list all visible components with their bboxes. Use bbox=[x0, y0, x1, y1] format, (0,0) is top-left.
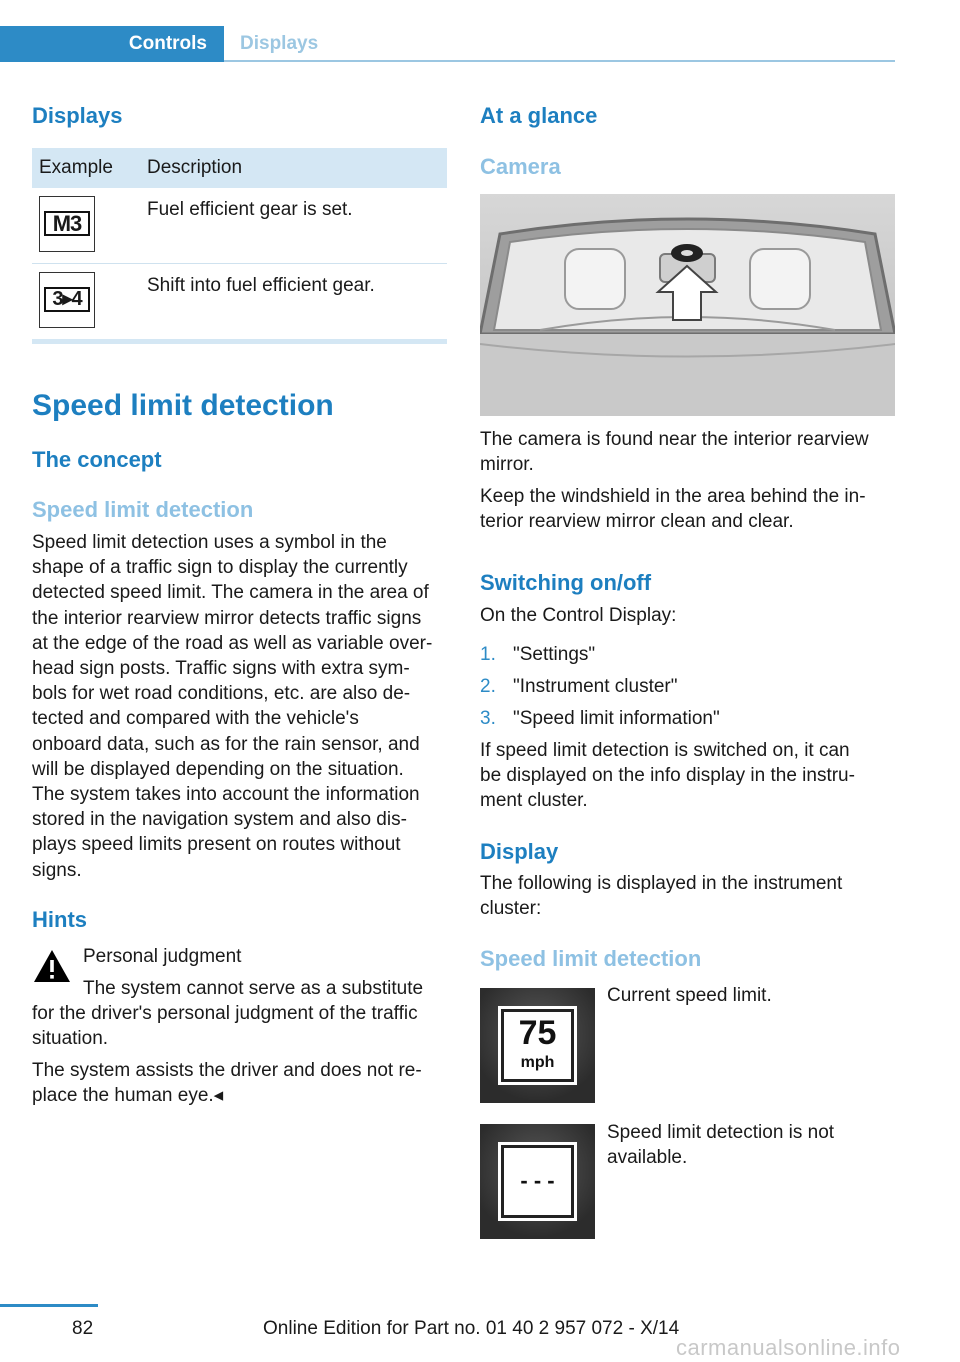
tab-displays[interactable]: Displays bbox=[240, 33, 319, 54]
text-line: will be displayed depending on the situation. bbox=[32, 758, 404, 780]
steps-list bbox=[480, 642, 900, 738]
text-line: available. bbox=[607, 1147, 688, 1169]
warning-line-1: The system cannot serve as a substitute bbox=[83, 978, 424, 999]
displays-heading: Displays bbox=[32, 103, 123, 128]
camera-location-illustration bbox=[480, 194, 895, 416]
text-line: Speed limit detection uses a symbol in the bbox=[32, 532, 387, 553]
switch-after-paragraph bbox=[480, 738, 900, 814]
col-description: Description bbox=[147, 157, 243, 178]
table-bottom-rule bbox=[32, 339, 447, 344]
edition-text: Online Edition for Part no. 01 40 2 957 072 - X/14 bbox=[263, 1318, 680, 1339]
warning-icon bbox=[32, 948, 72, 984]
current-speed-text: Current speed limit. bbox=[607, 985, 772, 1006]
text-line: The system assists the driver and does not re‐ bbox=[32, 1060, 422, 1081]
text-line: signs. bbox=[32, 859, 82, 881]
assist-paragraph bbox=[32, 1058, 452, 1108]
watermark-text: carmanualsonline.info bbox=[676, 1335, 901, 1360]
warning-title: Personal judgment bbox=[83, 946, 242, 967]
text-line: be displayed on the info display in the instru‐ bbox=[480, 765, 855, 787]
speed-limit-unavailable-display bbox=[480, 1124, 595, 1239]
step-item bbox=[480, 642, 900, 674]
shift-3-4-label: 3▸4 bbox=[44, 287, 90, 312]
concept-paragraph bbox=[32, 530, 452, 883]
step-number: 2. bbox=[480, 676, 496, 697]
step-number: 3. bbox=[480, 708, 496, 729]
speed-unit: mph bbox=[520, 1054, 555, 1071]
speed-value: 75 bbox=[518, 1014, 557, 1052]
step-text: "Settings" bbox=[513, 644, 596, 665]
table-row-1-description: Fuel efficient gear is set. bbox=[147, 199, 353, 220]
text-line: ment cluster. bbox=[480, 790, 588, 812]
text-line: detected speed limit. The camera in the area of bbox=[32, 582, 429, 604]
not-available-paragraph bbox=[607, 1120, 897, 1170]
step-item bbox=[480, 674, 900, 706]
sld-heading: Speed limit detection bbox=[480, 946, 702, 971]
text-line: mirror. bbox=[480, 454, 534, 476]
col-example: Example bbox=[39, 157, 113, 178]
switch-intro: On the Control Display: bbox=[480, 605, 677, 626]
speed-limit-75-display bbox=[480, 988, 595, 1103]
warning-line-2: for the driver's personal judgment of the traffic bbox=[32, 1003, 418, 1024]
glance-heading: At a glance bbox=[480, 103, 598, 128]
text-line: If speed limit detection is switched on, it can bbox=[480, 740, 850, 761]
display-heading: Display bbox=[480, 839, 559, 864]
text-line: bols for wet road conditions, etc. are also de‐ bbox=[32, 683, 411, 705]
step-item bbox=[480, 706, 900, 738]
text-line: tected and compared with the vehicle's bbox=[32, 708, 359, 730]
shift-3-4-icon bbox=[39, 272, 95, 328]
warning-line-3: situation. bbox=[32, 1028, 109, 1049]
step-number: 1. bbox=[480, 644, 496, 665]
gear-m3-icon bbox=[39, 196, 95, 252]
text-line: plays speed limits present on routes without bbox=[32, 834, 401, 856]
text-line: terior rearview mirror clean and clear. bbox=[480, 511, 794, 533]
step-text: "Instrument cluster" bbox=[513, 676, 678, 697]
tab-controls[interactable]: Controls bbox=[0, 26, 224, 62]
page-number: 82 bbox=[72, 1318, 94, 1339]
windshield-paragraph bbox=[480, 484, 900, 534]
text-line: onboard data, such as for the rain sensor, and bbox=[32, 733, 420, 755]
display-paragraph bbox=[480, 871, 900, 921]
gear-m3-label: M3 bbox=[44, 211, 90, 236]
table-header bbox=[32, 148, 447, 188]
text-line: Keep the windshield in the area behind the in‐ bbox=[480, 486, 866, 507]
table-row-2-description: Shift into fuel efficient gear. bbox=[147, 275, 375, 296]
concept-heading: The concept bbox=[32, 447, 162, 472]
text-line: the interior rearview mirror detects traffic signs bbox=[32, 607, 422, 629]
table-row-divider bbox=[32, 263, 447, 264]
section-title: Speed limit detection bbox=[32, 389, 334, 422]
text-line: The system takes into account the information bbox=[32, 784, 420, 806]
hints-heading: Hints bbox=[32, 907, 87, 932]
camera-paragraph bbox=[480, 427, 900, 477]
text-line: stored in the navigation system and also dis‐ bbox=[32, 809, 407, 831]
footer-rule bbox=[0, 1304, 98, 1307]
text-line: The camera is found near the interior rearview bbox=[480, 429, 869, 450]
text-line: at the edge of the road as well as variable over‐ bbox=[32, 632, 433, 654]
text-line: cluster: bbox=[480, 898, 542, 920]
text-line: The following is displayed in the instrument bbox=[480, 873, 843, 894]
header-rule bbox=[224, 60, 895, 62]
text-line: Speed limit detection is not bbox=[607, 1122, 835, 1143]
text-line: place the human eye.◂ bbox=[32, 1085, 224, 1107]
text-line: head sign posts. Traffic signs with extra sym‐ bbox=[32, 658, 410, 680]
dashes: - - - bbox=[520, 1168, 555, 1193]
camera-heading: Camera bbox=[480, 154, 561, 179]
text-line: shape of a traffic sign to display the currently bbox=[32, 557, 408, 579]
concept-subheading: Speed limit detection bbox=[32, 497, 254, 522]
switch-heading: Switching on/off bbox=[480, 570, 652, 595]
step-text: "Speed limit information" bbox=[513, 708, 720, 729]
